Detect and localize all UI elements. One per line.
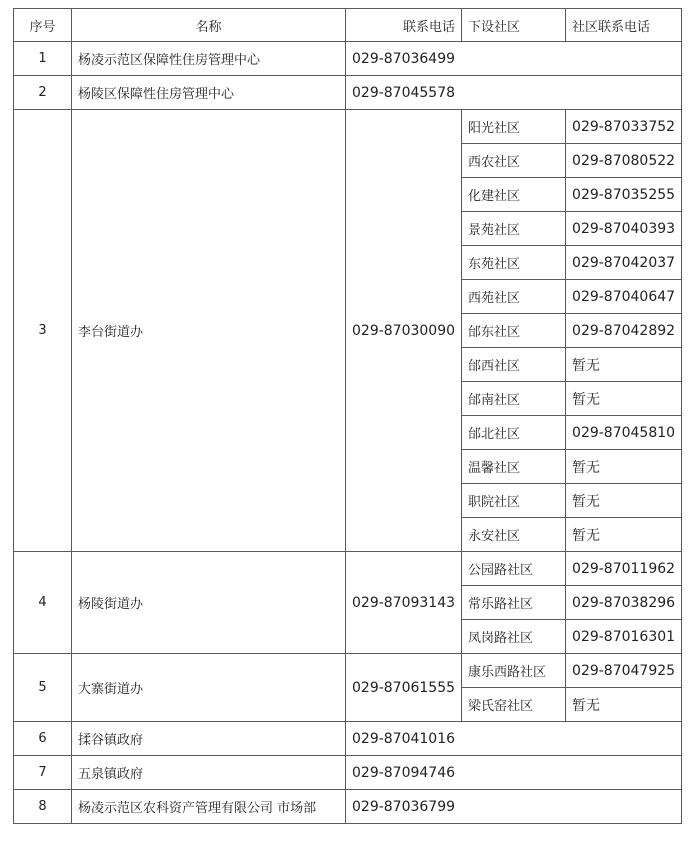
community-name: 常乐路社区: [462, 586, 566, 620]
row-number: 3: [14, 110, 72, 552]
org-name: 李台街道办: [72, 110, 346, 552]
community-name: 梁氏窑社区: [462, 688, 566, 722]
org-name: 杨凌示范区农科资产管理有限公司 市场部: [72, 790, 346, 824]
table-body: [14, 42, 682, 824]
community-phone: 029-87016301: [566, 620, 682, 654]
header-name: 名称: [72, 9, 346, 42]
community-phone: 029-87042037: [566, 246, 682, 280]
community-phone: 029-87047925: [566, 654, 682, 688]
community-phone: 029-87011962: [566, 552, 682, 586]
community-phone: 暂无: [566, 382, 682, 416]
community-name: 凤岗路社区: [462, 620, 566, 654]
community-name: 阳光社区: [462, 110, 566, 144]
table-row: [14, 76, 682, 110]
org-phone: 029-87045578: [346, 76, 682, 110]
community-phone: 暂无: [566, 450, 682, 484]
row-number: 6: [14, 722, 72, 756]
table-row: [14, 654, 682, 688]
header-row: [14, 9, 682, 42]
community-name: 温馨社区: [462, 450, 566, 484]
community-name: 康乐西路社区: [462, 654, 566, 688]
community-phone: 暂无: [566, 688, 682, 722]
row-number: 4: [14, 552, 72, 654]
row-number: 8: [14, 790, 72, 824]
community-phone: 029-87040393: [566, 212, 682, 246]
table-row: [14, 110, 682, 144]
community-name: 职院社区: [462, 484, 566, 518]
row-number: 5: [14, 654, 72, 722]
table-row: [14, 722, 682, 756]
community-name: 永安社区: [462, 518, 566, 552]
community-name: 化建社区: [462, 178, 566, 212]
org-name: 杨凌示范区保障性住房管理中心: [72, 42, 346, 76]
header-community: 下设社区: [462, 9, 566, 42]
community-name: 公园路社区: [462, 552, 566, 586]
row-number: 7: [14, 756, 72, 790]
header-phone: 联系电话: [346, 9, 462, 42]
org-phone: 029-87030090: [346, 110, 462, 552]
community-phone: 029-87080522: [566, 144, 682, 178]
community-name: 西苑社区: [462, 280, 566, 314]
community-phone: 暂无: [566, 348, 682, 382]
table-row: [14, 756, 682, 790]
org-phone: 029-87061555: [346, 654, 462, 722]
header-no: 序号: [14, 9, 72, 42]
community-phone: 029-87040647: [566, 280, 682, 314]
org-name: 五泉镇政府: [72, 756, 346, 790]
community-name: 景苑社区: [462, 212, 566, 246]
org-name: 揉谷镇政府: [72, 722, 346, 756]
table-row: [14, 42, 682, 76]
row-number: 1: [14, 42, 72, 76]
header-community-phone: 社区联系电话: [566, 9, 682, 42]
row-number: 2: [14, 76, 72, 110]
community-phone: 029-87045810: [566, 416, 682, 450]
table-row: [14, 552, 682, 586]
community-name: 邰东社区: [462, 314, 566, 348]
org-phone: 029-87094746: [346, 756, 682, 790]
community-phone: 029-87035255: [566, 178, 682, 212]
org-name: 杨陵区保障性住房管理中心: [72, 76, 346, 110]
org-name: 杨陵街道办: [72, 552, 346, 654]
community-phone: 029-87033752: [566, 110, 682, 144]
community-name: 邰西社区: [462, 348, 566, 382]
contact-table: [13, 8, 682, 824]
community-phone: 029-87038296: [566, 586, 682, 620]
community-phone: 暂无: [566, 484, 682, 518]
community-name: 西农社区: [462, 144, 566, 178]
org-phone: 029-87036799: [346, 790, 682, 824]
org-phone: 029-87093143: [346, 552, 462, 654]
community-name: 邰北社区: [462, 416, 566, 450]
org-name: 大寨街道办: [72, 654, 346, 722]
community-name: 邰南社区: [462, 382, 566, 416]
community-name: 东苑社区: [462, 246, 566, 280]
community-phone: 029-87042892: [566, 314, 682, 348]
org-phone: 029-87041016: [346, 722, 682, 756]
table-row: [14, 790, 682, 824]
community-phone: 暂无: [566, 518, 682, 552]
org-phone: 029-87036499: [346, 42, 682, 76]
